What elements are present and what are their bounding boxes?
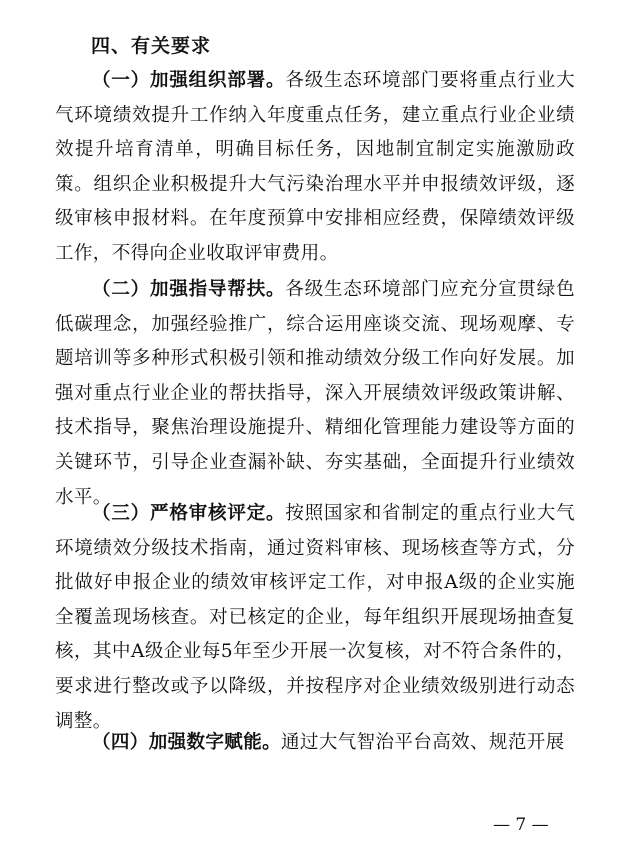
- section-heading: 四、有关要求: [91, 35, 212, 57]
- paragraph-lead: （一）加强组织部署。: [92, 70, 286, 91]
- paragraph-text: 按照国家和省制定的重点行业大气环境绩效分级技术指南，通过资料审核、现场核查等方式，分批做好申报企业的绩效审核评定工作，对申报A级的企业实施全覆盖现场核查。对已核定的企业，每年组织开展现场抽查复核，其中A级企业每5年至少开展一次复核，对不符合条件的，要求进行整改或予以降级，并按程序对企业绩效级别进行动态调整。: [55, 503, 575, 732]
- paragraph-digital: [55, 726, 575, 761]
- paragraph-text: 各级生态环境部门应充分宣贯绿色低碳理念，加强经验推广，综合运用座谈交流、现场观摩、专题培训等多种形式积极引领和推动绩效分级工作向好发展。加强对重点行业企业的帮扶指导，深入开展绩效评级政策讲解、技术指导，聚焦治理设施提升、精细化管理能力建设等方面的关键环节，引导企业查漏补缺、夯实基础，全面提升行业绩效水平。: [55, 279, 575, 508]
- page-number: — 7 —: [493, 815, 549, 835]
- paragraph-text: 通过大气智治平台高效、规范开展: [281, 732, 565, 753]
- paragraph-lead: （四）加强数字赋能。: [92, 732, 282, 753]
- paragraph-review: [55, 497, 575, 739]
- paragraph-organization: [55, 64, 575, 272]
- paragraph-lead: （三）严格审核评定。: [92, 503, 286, 524]
- paragraph-lead: （二）加强指导帮扶。: [92, 279, 286, 300]
- paragraph-guidance: [55, 273, 575, 515]
- paragraph-text: 各级生态环境部门要将重点行业大气环境绩效提升工作纳入年度重点任务，建立重点行业企业绩效提升培育清单，明确目标任务，因地制宜制定实施激励政策。组织企业积极提升大气污染治理水平并申报绩效评级，逐级审核申报材料。在年度预算中安排相应经费，保障绩效评级工作，不得向企业收取评审费用。: [55, 70, 575, 264]
